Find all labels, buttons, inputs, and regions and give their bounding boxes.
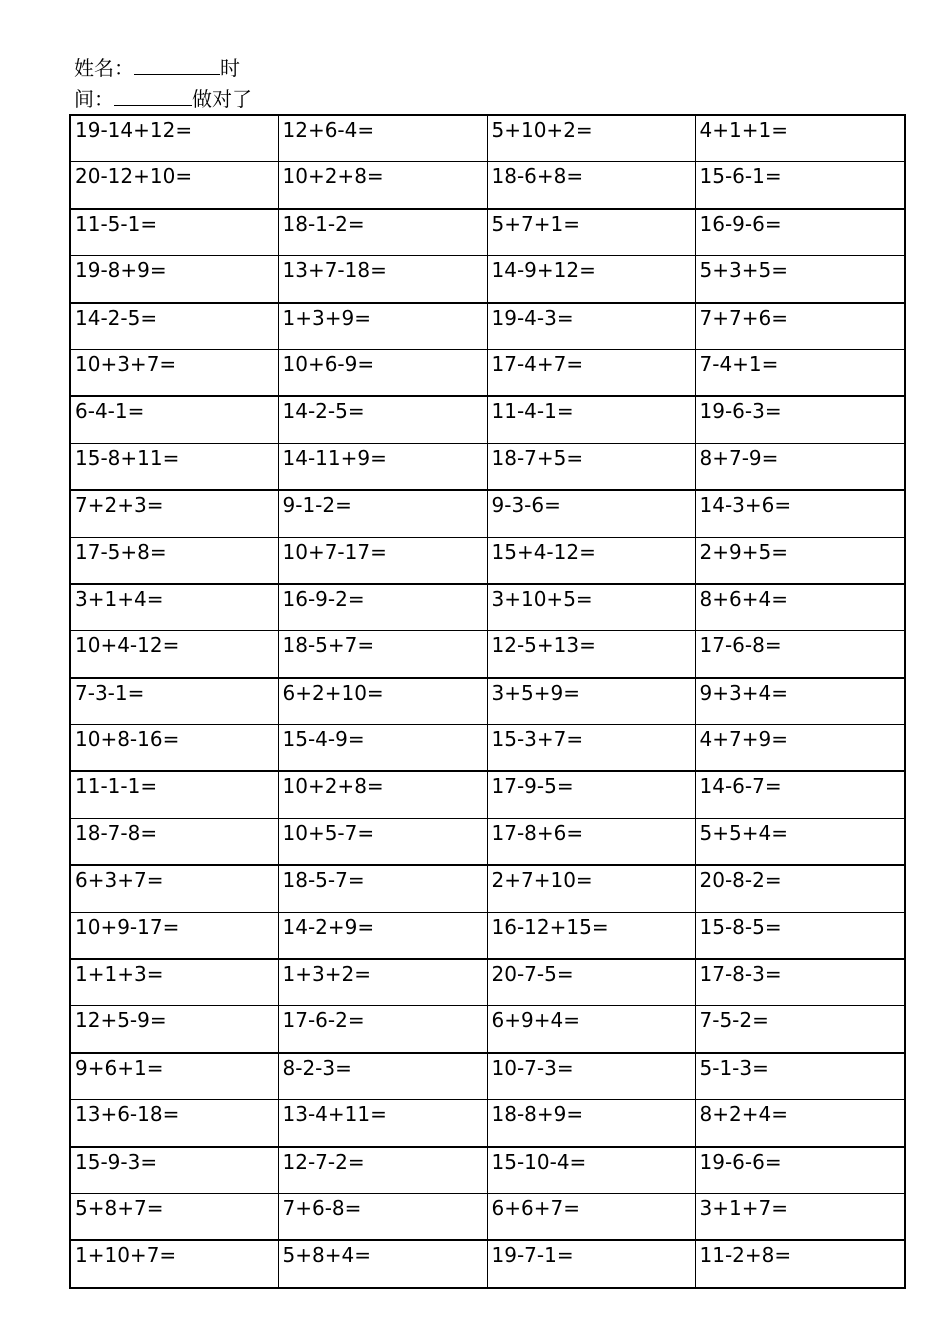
problem-cell: 10+9-17= [70, 912, 278, 959]
problem-row [70, 1100, 905, 1147]
problem-row [70, 115, 905, 162]
problem-cell: 12-7-2= [278, 1147, 487, 1194]
problem-row [70, 443, 905, 490]
problem-cell: 15-4-9= [278, 725, 487, 772]
problem-cell: 10+6-9= [278, 349, 487, 396]
problem-cell: 3+10+5= [487, 584, 695, 631]
problem-cell: 14-11+9= [278, 443, 487, 490]
problem-cell: 3+1+4= [70, 584, 278, 631]
problem-cell: 17-4+7= [487, 349, 695, 396]
problem-row [70, 912, 905, 959]
name-label: 姓名： [74, 56, 134, 80]
problem-row [70, 1006, 905, 1053]
problem-cell: 5+3+5= [695, 256, 905, 303]
problem-cell: 13-4+11= [278, 1100, 487, 1147]
problem-cell: 7-4+1= [695, 349, 905, 396]
problem-cell: 16-9-6= [695, 209, 905, 256]
problem-row [70, 771, 905, 818]
problem-cell: 15-6-1= [695, 162, 905, 209]
problem-cell: 2+9+5= [695, 537, 905, 584]
problem-cell: 14-6-7= [695, 771, 905, 818]
time-correct-line [74, 87, 252, 111]
problem-cell: 14-3+6= [695, 490, 905, 537]
problem-cell: 18-1-2= [278, 209, 487, 256]
problem-cell: 5-1-3= [695, 1053, 905, 1100]
problem-cell: 3+1+7= [695, 1193, 905, 1240]
problem-cell: 10+4-12= [70, 631, 278, 678]
problem-cell: 1+3+9= [278, 303, 487, 350]
problem-cell: 14-2-5= [278, 396, 487, 443]
problem-cell: 15-9-3= [70, 1147, 278, 1194]
problem-cell: 5+5+4= [695, 818, 905, 865]
problem-cell: 19-7-1= [487, 1240, 695, 1287]
problem-cell: 18-6+8= [487, 162, 695, 209]
problem-cell: 13+7-18= [278, 256, 487, 303]
problem-cell: 19-6-6= [695, 1147, 905, 1194]
problem-cell: 6+6+7= [487, 1193, 695, 1240]
problem-cell: 20-7-5= [487, 959, 695, 1006]
problem-cell: 9-3-6= [487, 490, 695, 537]
problem-cell: 1+3+2= [278, 959, 487, 1006]
problem-cell: 11-1-1= [70, 771, 278, 818]
problem-cell: 5+7+1= [487, 209, 695, 256]
problem-row [70, 584, 905, 631]
problem-row [70, 396, 905, 443]
problem-cell: 3+5+9= [487, 678, 695, 725]
problem-cell: 11-5-1= [70, 209, 278, 256]
time-blank[interactable] [114, 87, 192, 106]
problem-row [70, 162, 905, 209]
problem-cell: 18-7+5= [487, 443, 695, 490]
problem-cell: 1+10+7= [70, 1240, 278, 1287]
problem-cell: 10+5-7= [278, 818, 487, 865]
problem-row [70, 1193, 905, 1240]
problem-cell: 12+6-4= [278, 115, 487, 162]
problem-cell: 19-4-3= [487, 303, 695, 350]
problem-cell: 16-12+15= [487, 912, 695, 959]
problem-cell: 17-5+8= [70, 537, 278, 584]
problem-cell: 8-2-3= [278, 1053, 487, 1100]
problem-cell: 6-4-1= [70, 396, 278, 443]
problem-cell: 19-6-3= [695, 396, 905, 443]
problem-row [70, 818, 905, 865]
problem-cell: 8+7-9= [695, 443, 905, 490]
problem-row [70, 1240, 905, 1287]
problem-row [70, 537, 905, 584]
problem-cell: 9+3+4= [695, 678, 905, 725]
name-blank[interactable] [134, 56, 220, 75]
problem-cell: 17-8-3= [695, 959, 905, 1006]
problem-cell: 13+6-18= [70, 1100, 278, 1147]
problem-row [70, 1147, 905, 1194]
problem-row [70, 865, 905, 912]
problem-cell: 17-6-8= [695, 631, 905, 678]
problem-cell: 18-7-8= [70, 818, 278, 865]
problem-cell: 7+6-8= [278, 1193, 487, 1240]
problem-cell: 17-9-5= [487, 771, 695, 818]
problem-table-body [70, 115, 905, 1288]
problem-cell: 4+1+1= [695, 115, 905, 162]
problem-cell: 20-8-2= [695, 865, 905, 912]
problem-cell: 1+1+3= [70, 959, 278, 1006]
problem-cell: 10+2+8= [278, 162, 487, 209]
problem-cell: 10-7-3= [487, 1053, 695, 1100]
problem-cell: 19-8+9= [70, 256, 278, 303]
problem-cell: 16-9-2= [278, 584, 487, 631]
problem-cell: 6+2+10= [278, 678, 487, 725]
problem-cell: 19-14+12= [70, 115, 278, 162]
problem-row [70, 209, 905, 256]
problem-cell: 15-8+11= [70, 443, 278, 490]
problem-cell: 15-8-5= [695, 912, 905, 959]
problem-cell: 4+7+9= [695, 725, 905, 772]
problem-cell: 18-8+9= [487, 1100, 695, 1147]
problem-cell: 7-5-2= [695, 1006, 905, 1053]
problem-cell: 6+3+7= [70, 865, 278, 912]
problem-cell: 7-3-1= [70, 678, 278, 725]
problem-cell: 7+2+3= [70, 490, 278, 537]
problem-cell: 12-5+13= [487, 631, 695, 678]
problem-cell: 11-2+8= [695, 1240, 905, 1287]
problem-cell: 5+8+4= [278, 1240, 487, 1287]
problem-cell: 15-3+7= [487, 725, 695, 772]
problem-cell: 15+4-12= [487, 537, 695, 584]
problem-cell: 6+9+4= [487, 1006, 695, 1053]
problem-cell: 7+7+6= [695, 303, 905, 350]
problem-cell: 10+8-16= [70, 725, 278, 772]
problem-cell: 5+10+2= [487, 115, 695, 162]
problem-cell: 14-2+9= [278, 912, 487, 959]
problem-cell: 10+3+7= [70, 349, 278, 396]
problem-cell: 10+2+8= [278, 771, 487, 818]
problem-cell: 5+8+7= [70, 1193, 278, 1240]
problem-row [70, 256, 905, 303]
time-label-rest: 间： [74, 87, 114, 111]
problem-cell: 12+5-9= [70, 1006, 278, 1053]
problem-cell: 17-6-2= [278, 1006, 487, 1053]
problem-cell: 9-1-2= [278, 490, 487, 537]
problem-row [70, 490, 905, 537]
problem-row [70, 349, 905, 396]
problem-cell: 15-10-4= [487, 1147, 695, 1194]
problem-cell: 18-5-7= [278, 865, 487, 912]
problem-cell: 9+6+1= [70, 1053, 278, 1100]
correct-label: 做对了 [192, 87, 252, 111]
problem-cell: 20-12+10= [70, 162, 278, 209]
problem-cell: 11-4-1= [487, 396, 695, 443]
problem-row [70, 678, 905, 725]
problem-row [70, 631, 905, 678]
problem-row [70, 959, 905, 1006]
problem-table [69, 114, 906, 1289]
problem-row [70, 1053, 905, 1100]
problem-row [70, 303, 905, 350]
problem-cell: 14-9+12= [487, 256, 695, 303]
problem-cell: 14-2-5= [70, 303, 278, 350]
problem-cell: 8+6+4= [695, 584, 905, 631]
problem-cell: 2+7+10= [487, 865, 695, 912]
problem-cell: 18-5+7= [278, 631, 487, 678]
problem-row [70, 725, 905, 772]
name-time-line [74, 56, 240, 80]
problem-cell: 17-8+6= [487, 818, 695, 865]
time-label-part: 时 [220, 56, 240, 80]
problem-cell: 10+7-17= [278, 537, 487, 584]
problem-cell: 8+2+4= [695, 1100, 905, 1147]
